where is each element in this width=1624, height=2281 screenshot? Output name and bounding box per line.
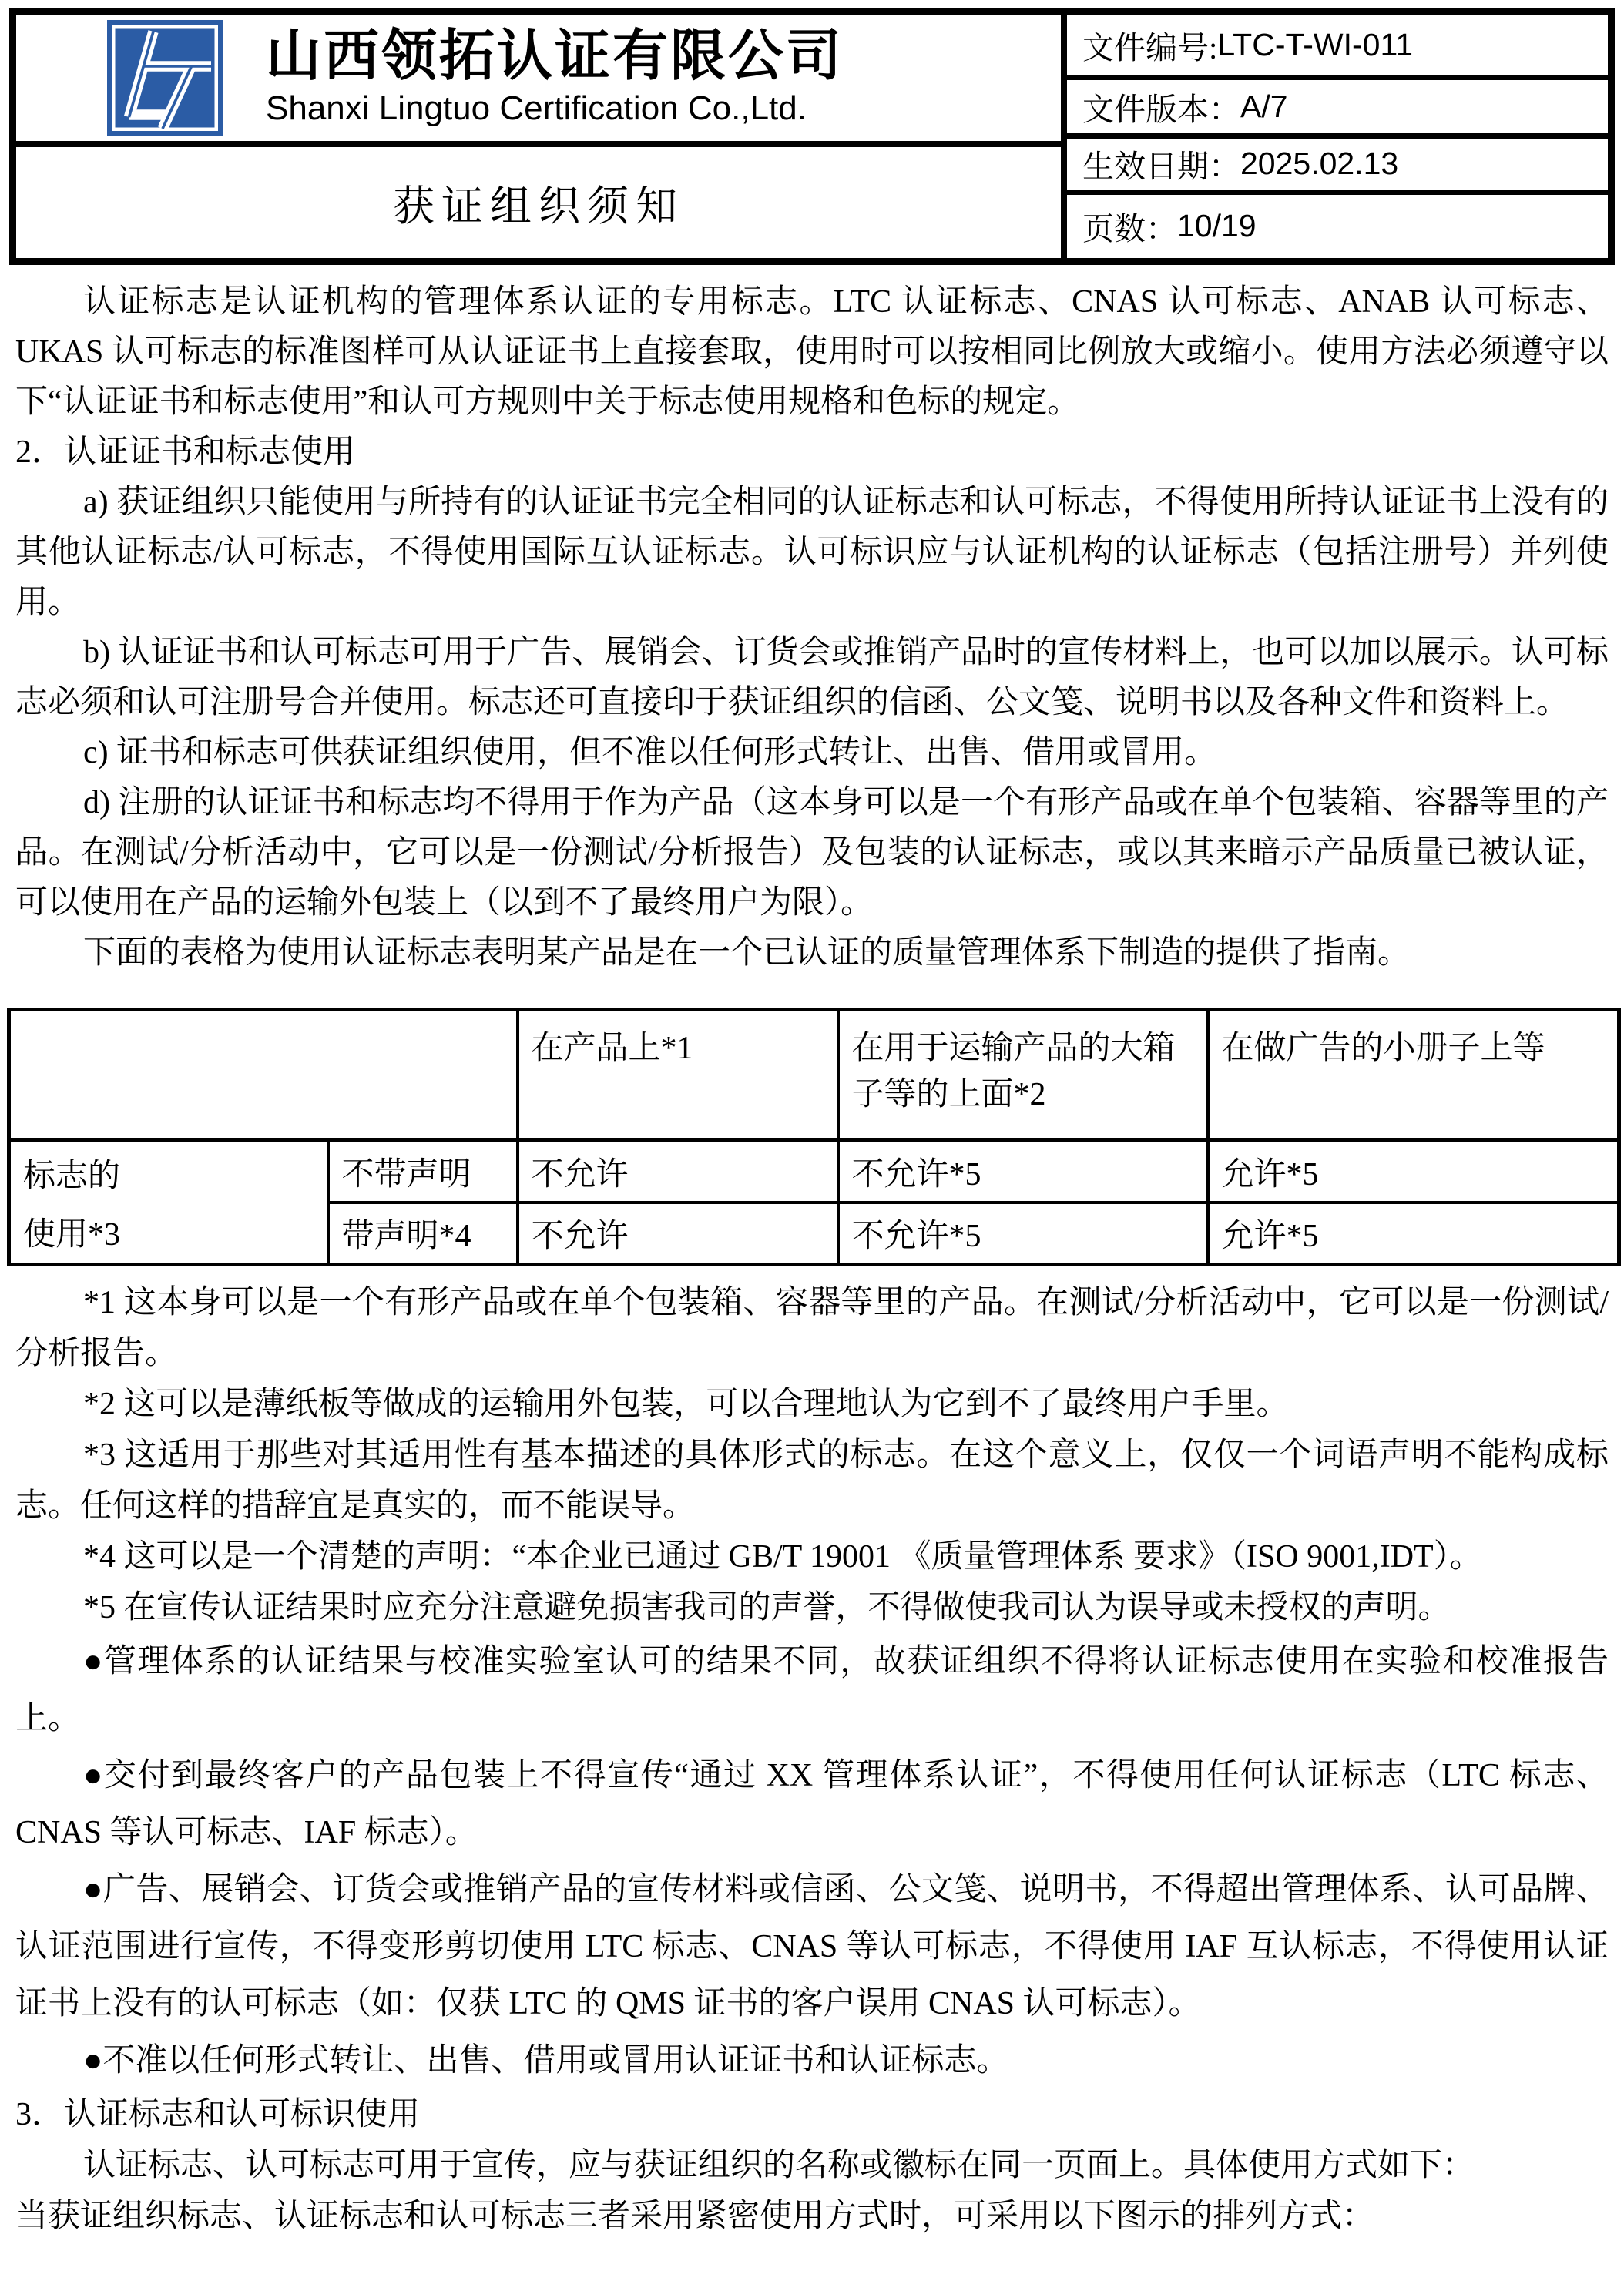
footnote-4: *4 这可以是一个清楚的声明：“本企业已通过 GB/T 19001 《质量管理体系 要求》（ISO 9001,IDT）。 xyxy=(83,1539,1482,1575)
paragraph-item-b: b) 认证证书和认可标志可用于广告、展销会、订货会或推销产品时的宣传材料上，也可以加以展示。认可标志必须和认可注册号合并使用。标志还可直接印于获证组织的信函、公文笺、说明书以及各种文件和资料上。 xyxy=(15,635,1609,720)
header-left-panel xyxy=(16,15,1067,258)
company-names xyxy=(266,25,844,128)
col-header-on-brochure: 在做广告的小册子上等 xyxy=(1208,1010,1619,1141)
bullet-rule-3: ●广告、展销会、订货会或推销产品的宣传材料或信函、公文笺、说明书，不得超出管理体系、认可品牌、认证范围进行宣传，不得变形剪切使用 LTC 标志、CNAS 等认可标志，不得使用 IAF 互认标志，不得使用认证证书上没有的认可标志（如：仅获 LTC 的 QMS 证书的客户误用 CNAS 认可标志）。 xyxy=(15,1872,1609,2021)
footnote-5: *5 在宣传认证结果时应充分注意避免损害我司的声誉，不得做使我司认为误导或未授权的声明。 xyxy=(83,1590,1451,1625)
document-header xyxy=(9,8,1615,265)
section-marks-usage xyxy=(15,277,1609,978)
col-header-on-transport-box: 在用于运输产品的大箱子等的上面*2 xyxy=(838,1010,1208,1141)
effective-date-value: 2025.02.13 xyxy=(1240,146,1399,182)
footnote-1: *1 这本身可以是一个有形产品或在单个包装箱、容器等里的产品。在测试/分析活动中，它可以是一份测试/分析报告。 xyxy=(15,1285,1609,1371)
bullet-rule-2: ●交付到最终客户的产品包装上不得宣传“通过 XX 管理体系认证”，不得使用任何认证标志（LTC 标志、CNAS 等认可标志、IAF 标志）。 xyxy=(15,1758,1609,1850)
table-header-row xyxy=(9,1010,1619,1141)
header-meta-panel xyxy=(1067,15,1608,258)
document-title: 获证组织须知 xyxy=(393,183,684,230)
row-group-label-line1: 标志的 xyxy=(23,1159,121,1194)
value-cell: 不允许*5 xyxy=(838,1140,1208,1203)
mark-usage-table xyxy=(7,1008,1621,1266)
doc-version-value: A/7 xyxy=(1240,89,1288,125)
value-cell: 不允许*5 xyxy=(838,1203,1208,1265)
doc-number-row xyxy=(1067,15,1608,80)
effective-date-label: 生效日期： xyxy=(1082,149,1240,185)
section-2-heading: 2．认证证书和标志使用 xyxy=(15,434,356,470)
doc-version-label: 文件版本： xyxy=(1082,92,1240,128)
paragraph-3-arrangement: 当获证组织标志、认证标志和认可标志三者采用紧密使用方式时，可采用以下图示的排列方式： xyxy=(15,2199,1375,2234)
claim-cell: 不带声明 xyxy=(328,1140,518,1203)
doc-number-value: LTC-T-WI-011 xyxy=(1217,26,1414,62)
page-count-value: 10/19 xyxy=(1177,208,1257,244)
bullet-rules xyxy=(15,1633,1609,2089)
bullet-rule-4: ●不准以任何形式转让、出售、借用或冒用认证证书和认证标志。 xyxy=(83,2043,1009,2078)
footnote-2: *2 这可以是薄纸板等做成的运输用外包装，可以合理地认为它到不了最终用户手里。 xyxy=(83,1387,1289,1422)
section-mark-identifier-usage xyxy=(15,2089,1609,2242)
company-name-cn: 山西领拓认证有限公司 xyxy=(266,25,844,88)
doc-number-label: 文件编号: xyxy=(1082,29,1218,65)
table-corner-cell xyxy=(9,1010,518,1141)
paragraph-table-intro: 下面的表格为使用认证标志表明某产品是在一个已认证的质量管理体系下制造的提供了指南。 xyxy=(83,935,1411,971)
paragraph-item-a: a) 获证组织只能使用与所持有的认证证书完全相同的认证标志和认可标志，不得使用所持认证证书上没有的其他认证标志/认可标志，不得使用国际互认证标志。认可标识应与认证机构的认证标志（包括注册号）并列使用。 xyxy=(15,485,1609,620)
company-logo-icon xyxy=(107,20,223,136)
row-group-label-line2: 使用*3 xyxy=(23,1217,121,1253)
paragraph-item-d: d) 注册的认证证书和标志均不得用于作为产品（这本身可以是一个有形产品或在单个包装箱、容器等里的产品。在测试/分析活动中，它可以是一份测试/分析报告）及包装的认证标志，或以其来暗示产品质量已被认证，可以使用在产品的运输外包装上（以到不了最终用户为限）。 xyxy=(15,785,1609,921)
value-cell: 不允许 xyxy=(518,1203,838,1265)
document-body xyxy=(15,277,1609,2242)
paragraph-marks-intro: 认证标志是认证机构的管理体系认证的专用标志。LTC 认证标志、CNAS 认可标志、ANAB 认可标志、UKAS 认可标志的标准图样可从认证证书上直接套取，使用时可以按相同比例放大或缩小。使用方法必须遵守以下“认证证书和标志使用”和认可方规则中关于标志使用规格和色标的规定。 xyxy=(15,284,1609,420)
value-cell: 不允许 xyxy=(518,1140,838,1203)
doc-version-row xyxy=(1067,80,1608,139)
col-header-on-product: 在产品上*1 xyxy=(518,1010,838,1141)
company-row xyxy=(16,15,1061,147)
effective-date-row xyxy=(1067,139,1608,195)
page-count-row xyxy=(1067,195,1608,258)
paragraph-item-c: c) 证书和标志可供获证组织使用，但不准以任何形式转让、出售、借用或冒用。 xyxy=(83,735,1217,770)
value-cell: 允许*5 xyxy=(1208,1203,1619,1265)
table-footnotes xyxy=(15,1277,1609,1633)
bullet-rule-1: ●管理体系的认证结果与校准实验室认可的结果不同，故获证组织不得将认证标志使用在实验和校准报告上。 xyxy=(15,1644,1609,1736)
footnote-3: *3 这适用于那些对其适用性有基本描述的具体形式的标志。在这个意义上，仅仅一个词语声明不能构成标志。任何这样的措辞宜是真实的，而不能误导。 xyxy=(15,1437,1609,1524)
section-3-heading: 3．认证标志和认可标识使用 xyxy=(15,2097,421,2132)
claim-cell: 带声明*4 xyxy=(328,1203,518,1265)
row-group-label-cell xyxy=(9,1140,328,1265)
paragraph-3-intro: 认证标志、认可标志可用于宣传，应与获证组织的名称或徽标在同一页面上。具体使用方式如下： xyxy=(83,2148,1475,2183)
company-name-en: Shanxi Lingtuo Certification Co.,Ltd. xyxy=(266,89,807,127)
page-count-label: 页数： xyxy=(1082,211,1177,247)
table-row-without-claim xyxy=(9,1140,1619,1203)
value-cell: 允许*5 xyxy=(1208,1140,1619,1203)
